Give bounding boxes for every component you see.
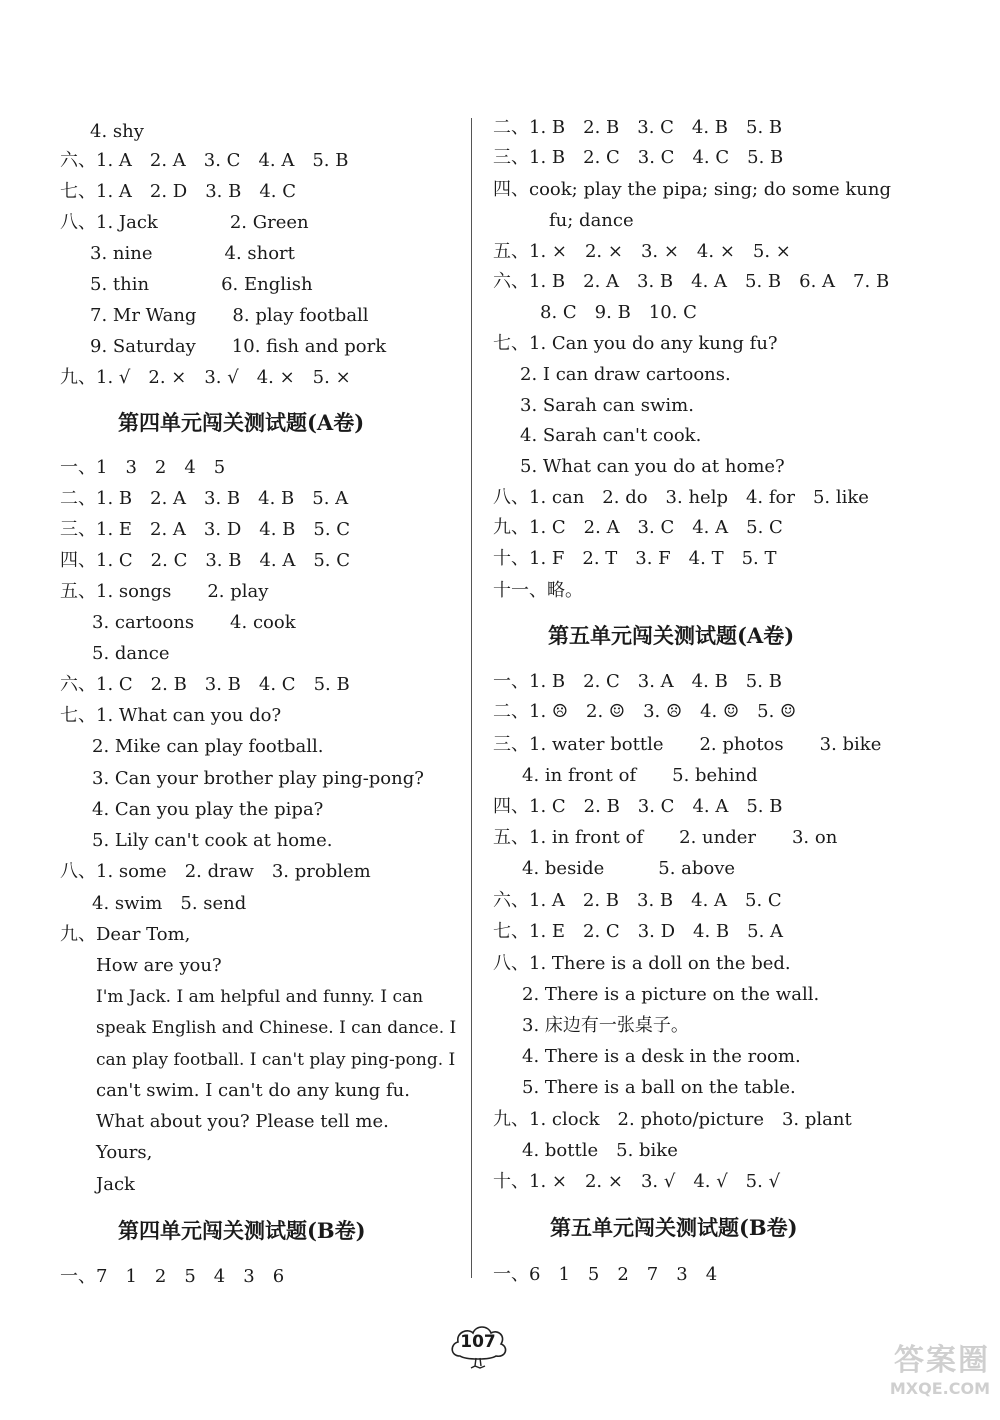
- answer-line: 2. There is a picture on the wall.: [522, 984, 820, 1005]
- answer-line: 4. Can you play the pipa?: [92, 799, 324, 820]
- answer-line: 4. There is a desk in the room.: [522, 1046, 801, 1067]
- letter-line: How are you?: [96, 955, 222, 976]
- answer-line: 5. dance: [92, 643, 170, 664]
- answer-line: 七、1. E 2. C 3. D 4. B 5. A: [493, 921, 784, 942]
- column-divider: [471, 118, 472, 1278]
- answer-line: 2. Mike can play football.: [92, 736, 324, 757]
- answer-line: 5. There is a ball on the table.: [522, 1077, 796, 1098]
- answer-line: 十、1. F 2. T 3. F 4. T 5. T: [493, 548, 777, 569]
- answer-line: 十、1. × 2. × 3. √ 4. √ 5. √: [493, 1171, 781, 1192]
- answer-line: 七、1. A 2. D 3. B 4. C: [60, 181, 297, 202]
- answer-line: 8. C 9. B 10. C: [540, 302, 697, 323]
- answer-line: 4. beside 5. above: [522, 858, 736, 879]
- letter-line: Yours,: [96, 1142, 153, 1163]
- answer-line: 5. Lily can't cook at home.: [92, 830, 333, 851]
- letter-line: I'm Jack. I am helpful and funny. I can: [96, 987, 424, 1007]
- watermark-logo: 答案圈: [894, 1343, 990, 1378]
- answer-line: 3. nine 4. short: [90, 243, 295, 264]
- answer-line: 三、1. E 2. A 3. D 4. B 5. C: [60, 519, 351, 540]
- letter-line: can't swim. I can't do any kung fu.: [96, 1080, 410, 1101]
- answer-line: 五、1. × 2. × 3. × 4. × 5. ×: [493, 241, 791, 262]
- answer-line: 三、1. B 2. C 3. C 4. C 5. B: [493, 147, 784, 168]
- answer-line: 二、1. B 2. A 3. B 4. B 5. A: [60, 488, 349, 509]
- answer-line: 九、1. √ 2. × 3. √ 4. × 5. ×: [60, 367, 351, 388]
- answer-line: fu; dance: [549, 210, 634, 231]
- letter-line: speak English and Chinese. I can dance. I: [96, 1018, 457, 1038]
- answer-line: 一、6 1 5 2 7 3 4: [493, 1264, 718, 1285]
- answer-line: 九、Dear Tom,: [60, 924, 191, 945]
- page-number-badge: [446, 1322, 510, 1372]
- answer-line: 六、1. B 2. A 3. B 4. A 5. B 6. A 7. B: [493, 271, 890, 292]
- section-title: 第四单元闯关测试题(B卷): [118, 1218, 366, 1243]
- section-title: 第五单元闯关测试题(B卷): [550, 1215, 798, 1240]
- answer-line: 一、7 1 2 5 4 3 6: [60, 1266, 285, 1287]
- watermark-url: MXQE.COM: [889, 1379, 990, 1398]
- answer-line: 四、cook; play the pipa; sing; do some kung: [493, 179, 891, 200]
- answer-line: 4. bottle 5. bike: [522, 1140, 678, 1161]
- letter-line: Jack: [96, 1174, 135, 1195]
- answer-line: 二、1. ☹ 2. ☺ 3. ☹ 4. ☺ 5. ☺: [493, 701, 797, 722]
- answer-line: 4. shy: [90, 121, 144, 142]
- letter-line: What about you? Please tell me.: [96, 1111, 389, 1132]
- answer-line: 九、1. clock 2. photo/picture 3. plant: [493, 1109, 852, 1130]
- answer-line: 4. swim 5. send: [92, 893, 247, 914]
- answer-line: 3. 床边有一张桌子。: [522, 1015, 689, 1036]
- answer-line: 4. Sarah can't cook.: [520, 425, 702, 446]
- answer-line: 3. cartoons 4. cook: [92, 612, 296, 633]
- answer-line: 4. in front of 5. behind: [522, 765, 758, 786]
- answer-line: 八、1. can 2. do 3. help 4. for 5. like: [493, 487, 869, 508]
- answer-line: 八、1. Jack 2. Green: [60, 212, 309, 233]
- answer-line: 2. I can draw cartoons.: [520, 364, 731, 385]
- watermark: [880, 1335, 990, 1398]
- answer-line: 9. Saturday 10. fish and pork: [90, 336, 387, 357]
- answer-line: 六、1. A 2. A 3. C 4. A 5. B: [60, 150, 349, 171]
- answer-line: 5. What can you do at home?: [520, 456, 785, 477]
- answer-line: 三、1. water bottle 2. photos 3. bike: [493, 734, 882, 755]
- section-title: 第四单元闯关测试题(A卷): [118, 410, 365, 435]
- answer-line: 一、1. B 2. C 3. A 4. B 5. B: [493, 671, 782, 692]
- answer-line: 七、1. Can you do any kung fu?: [493, 333, 778, 354]
- answer-line: 二、1. B 2. B 3. C 4. B 5. B: [493, 117, 783, 138]
- answer-line: 六、1. A 2. B 3. B 4. A 5. C: [493, 890, 782, 911]
- answer-line: 五、1. songs 2. play: [60, 581, 269, 602]
- section-title: 第五单元闯关测试题(A卷): [548, 623, 795, 648]
- answer-line: 六、1. C 2. B 3. B 4. C 5. B: [60, 674, 350, 695]
- page-number: 107: [460, 1332, 496, 1352]
- answer-line: 五、1. in front of 2. under 3. on: [493, 827, 838, 848]
- letter-line: can play football. I can't play ping-pong. I: [96, 1050, 456, 1070]
- answer-line: 7. Mr Wang 8. play football: [90, 305, 369, 326]
- answer-line: 四、1. C 2. B 3. C 4. A 5. B: [493, 796, 783, 817]
- answer-line: 四、1. C 2. C 3. B 4. A 5. C: [60, 550, 351, 571]
- answer-line: 3. Sarah can swim.: [520, 395, 694, 416]
- answer-line: 一、1 3 2 4 5: [60, 457, 226, 478]
- answer-line: 九、1. C 2. A 3. C 4. A 5. C: [493, 517, 783, 538]
- answer-line: 七、1. What can you do?: [60, 705, 282, 726]
- answer-line: 5. thin 6. English: [90, 274, 313, 295]
- answer-line: 3. Can your brother play ping-pong?: [92, 768, 424, 789]
- answer-line: 八、1. some 2. draw 3. problem: [60, 861, 371, 882]
- answer-line: 十一、略。: [493, 580, 583, 601]
- answer-line: 八、1. There is a doll on the bed.: [493, 953, 791, 974]
